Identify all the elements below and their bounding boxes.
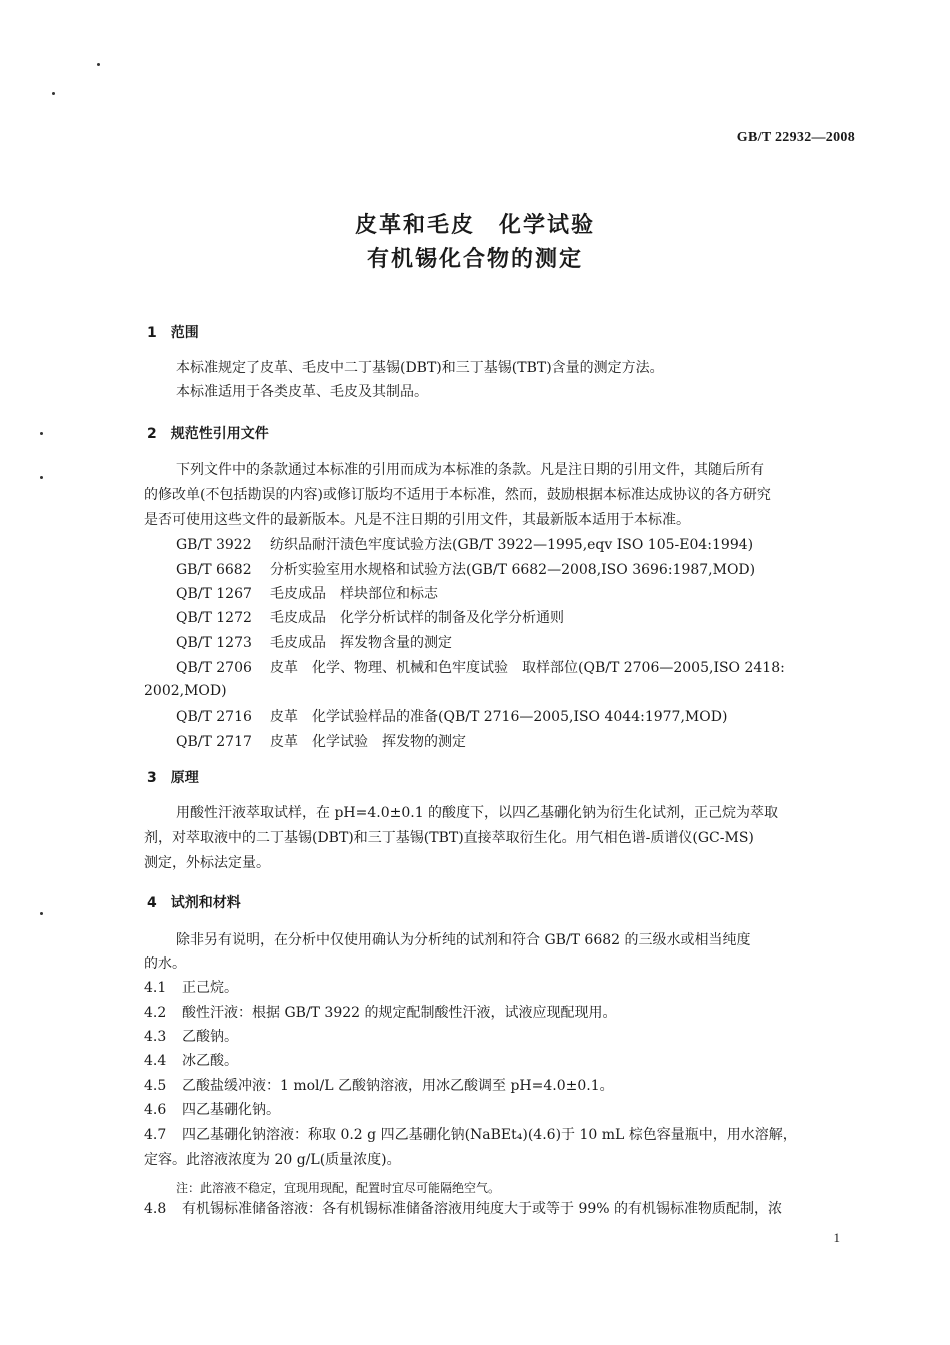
item-number: 4.4 <box>144 1053 167 1069</box>
reference-continuation: 2002,MOD) <box>144 683 227 699</box>
paragraph: 本标准规定了皮革、毛皮中二丁基锡(DBT)和三丁基锡(TBT)含量的测定方法。 <box>176 360 664 376</box>
reference-title: 毛皮成品 样块部位和标志 <box>270 586 438 602</box>
item-number: 4.1 <box>144 980 167 996</box>
reference-code: GB/T 3922 <box>176 537 252 553</box>
reference-entry <box>176 535 753 555</box>
reagent-item <box>144 1003 617 1023</box>
item-text: 四乙基硼化钠溶液：称取 0.2 g 四乙基硼化钠(NaBEt₄)(4.6)于 10 mL 棕色容量瓶中，用水溶解， <box>182 1127 797 1143</box>
item-number: 4.5 <box>144 1078 167 1094</box>
scan-speck <box>40 432 43 435</box>
reference-code: QB/T 2716 <box>176 709 252 725</box>
reference-code: QB/T 1273 <box>176 635 252 651</box>
reference-title: 分析实验室用水规格和试验方法(GB/T 6682—2008,ISO 3696:1987,MOD) <box>270 562 756 578</box>
document-title-line2: 有机锡化合物的测定 <box>366 247 583 272</box>
item-text: 有机锡标准储备溶液：各有机锡标准储备溶液用纯度大于或等于 99% 的有机锡标准物质配制，浓 <box>182 1201 783 1217</box>
item-number: 4.2 <box>144 1005 167 1021</box>
standard-code: GB/T 22932—2008 <box>736 130 855 145</box>
paragraph-line: 是否可使用这些文件的最新版本。凡是不注日期的引用文件，其最新版本适用于本标准。 <box>144 512 690 528</box>
item-continuation: 定容。此溶液浓度为 20 g/L(质量浓度)。 <box>144 1152 401 1168</box>
reference-code: QB/T 2706 <box>176 660 252 676</box>
paragraph-line: 除非另有说明，在分析中仅使用确认为分析纯的试剂和符合 GB/T 6682 的三级水或相当纯度 <box>176 932 751 948</box>
reagent-item <box>144 1125 797 1145</box>
reference-code: QB/T 2717 <box>176 734 252 750</box>
document-title-line1: 皮革和毛皮 化学试验 <box>354 213 595 238</box>
item-text: 四乙基硼化钠。 <box>182 1102 280 1118</box>
paragraph: 本标准适用于各类皮革、毛皮及其制品。 <box>176 384 428 400</box>
scan-speck <box>40 476 43 479</box>
reference-title: 毛皮成品 化学分析试样的制备及化学分析通则 <box>270 610 564 626</box>
item-number: 4.8 <box>144 1201 167 1217</box>
section-heading-scope: 1 范围 <box>147 325 199 341</box>
reference-entry <box>176 707 727 727</box>
reference-title: 皮革 化学试验 挥发物的测定 <box>270 734 466 750</box>
reference-title: 毛皮成品 挥发物含量的测定 <box>270 635 452 651</box>
scan-speck <box>40 912 43 915</box>
reference-entry <box>176 658 785 678</box>
scan-speck <box>52 92 55 95</box>
item-number: 4.3 <box>144 1029 167 1045</box>
reagent-item <box>144 1027 238 1047</box>
section-heading-reagents: 4 试剂和材料 <box>147 895 241 911</box>
paragraph-line: 剂，对萃取液中的二丁基锡(DBT)和三丁基锡(TBT)直接萃取衍生化。用气相色谱-质谱仪(GC-MS) <box>144 830 754 846</box>
reference-entry <box>176 608 564 628</box>
reference-code: QB/T 1272 <box>176 610 252 626</box>
reference-title: 纺织品耐汗渍色牢度试验方法(GB/T 3922—1995,eqv ISO 105-E04:1994) <box>270 537 754 553</box>
reference-entry <box>176 584 438 604</box>
reagent-item <box>144 978 238 998</box>
item-number: 4.7 <box>144 1127 167 1143</box>
section-heading-principle: 3 原理 <box>147 770 199 786</box>
reference-entry <box>176 560 755 580</box>
paragraph-line: 下列文件中的条款通过本标准的引用而成为本标准的条款。凡是注日期的引用文件，其随后所有 <box>176 462 764 478</box>
paragraph-line: 测定，外标法定量。 <box>144 855 270 871</box>
reference-code: GB/T 6682 <box>176 562 252 578</box>
reagent-item <box>144 1051 238 1071</box>
item-number: 4.6 <box>144 1102 167 1118</box>
reference-title: 皮革 化学、物理、机械和色牢度试验 取样部位(QB/T 2706—2005,ISO 2418: <box>270 660 785 676</box>
item-text: 酸性汗液：根据 GB/T 3922 的规定配制酸性汗液，试液应现配现用。 <box>182 1005 617 1021</box>
section-heading-normative-references: 2 规范性引用文件 <box>147 426 269 442</box>
item-text: 乙酸盐缓冲液：1 mol/L 乙酸钠溶液，用冰乙酸调至 pH=4.0±0.1。 <box>182 1078 614 1094</box>
reference-entry <box>176 732 466 752</box>
paragraph-line: 用酸性汗液萃取试样，在 pH=4.0±0.1 的酸度下，以四乙基硼化钠为衍生化试剂，正己烷为萃取 <box>176 805 779 821</box>
reagent-item <box>144 1076 614 1096</box>
page-number: 1 <box>833 1230 840 1245</box>
reagent-item <box>144 1100 280 1120</box>
reference-entry <box>176 633 452 653</box>
reagent-item <box>144 1199 782 1219</box>
scan-speck <box>97 63 100 66</box>
item-text: 冰乙酸。 <box>182 1053 238 1069</box>
note: 注：此溶液不稳定，宜现用现配，配置时宜尽可能隔绝空气。 <box>176 1181 501 1195</box>
paragraph-line: 的修改单(不包括勘误的内容)或修订版均不适用于本标准，然而，鼓励根据本标准达成协议的各方研究 <box>144 487 771 503</box>
item-text: 乙酸钠。 <box>182 1029 238 1045</box>
item-text: 正己烷。 <box>182 980 238 996</box>
paragraph-line: 的水。 <box>144 956 186 972</box>
reference-title: 皮革 化学试验样品的准备(QB/T 2716—2005,ISO 4044:1977,MOD) <box>270 709 728 725</box>
reference-code: QB/T 1267 <box>176 586 252 602</box>
